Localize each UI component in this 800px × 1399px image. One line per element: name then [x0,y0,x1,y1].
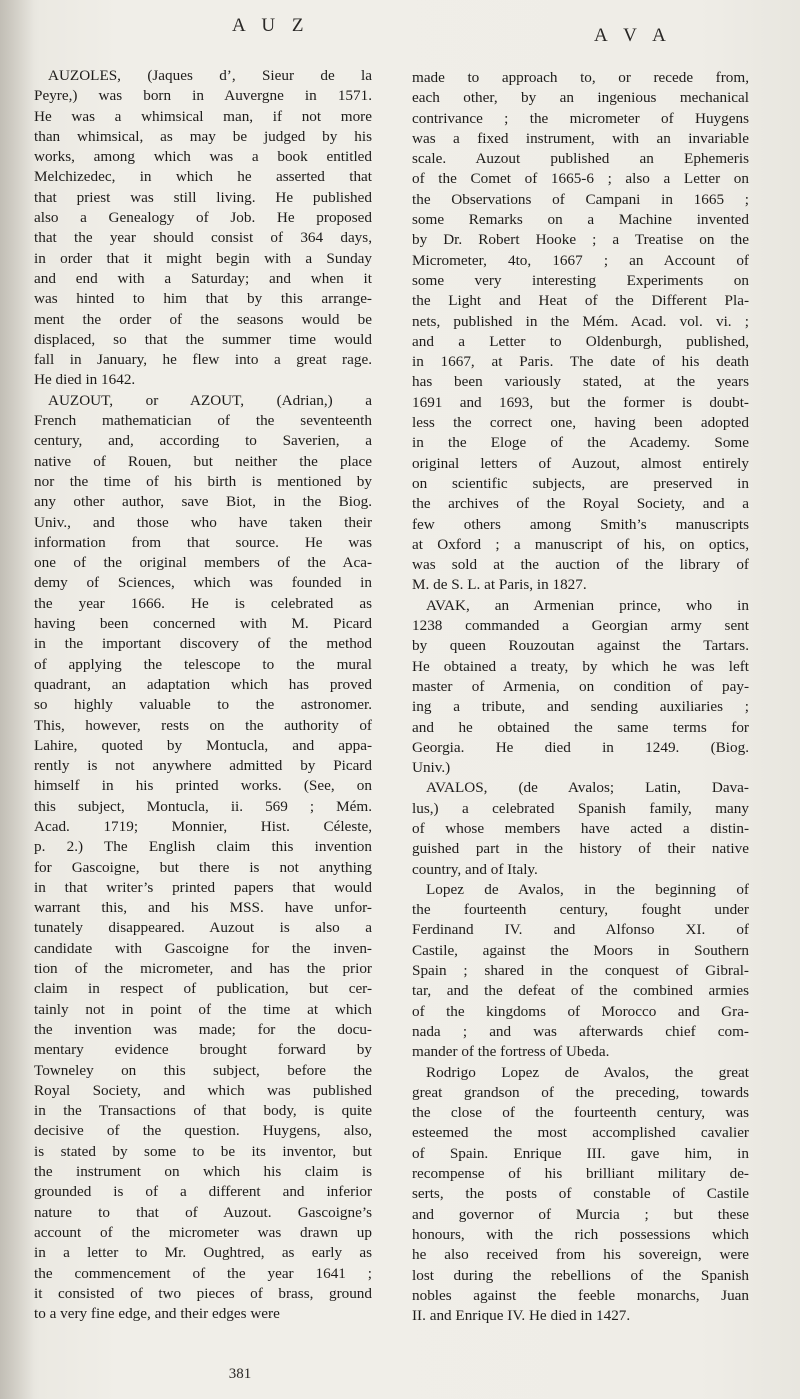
text-line: was sold at the auction of the library of [412,556,749,574]
text-line: Peyre,) was born in Auvergne in 1571. [34,87,372,105]
text-line: tion of the micrometer, and has the prior [34,960,372,978]
text-line: it consisted of two pieces of brass, ground [34,1284,372,1302]
text-line: information from that source. He was [34,533,372,551]
text-line: nature to that of Auzout. Gascoigne’s [34,1203,372,1221]
text-line: works, among which was a book entitled [34,148,372,166]
text-line: AUZOLES, (Jaques d’, Sieur de la [48,67,372,84]
text-line: warrant this, and his MSS. have unfor- [34,899,372,917]
text-line: himself in his printed works. (See, on [34,777,372,795]
text-line: displaced, so that the summer time would [34,330,372,348]
text-line: AUZOUT, or AZOUT, (Adrian,) a [48,391,372,409]
text-line: ing a tribute, and sending auxiliaries ; [412,698,749,716]
text-line: contrivance ; the micrometer of Huygens [412,109,749,127]
text-line: nor the time of his birth is mentioned by [34,472,372,490]
text-line: and he obtained the same terms for [412,718,749,736]
page-number: 381 [228,1366,252,1382]
text-line: II. and Enrique IV. He died in 1427. [412,1307,631,1325]
text-line: Spain ; shared in the conquest of Gibral- [412,962,749,980]
text-line: some very interesting Experiments on [412,271,749,289]
text-line: M. de S. L. at Paris, in 1827. [412,576,587,594]
text-line: in the Transactions of that body, is quite [34,1102,372,1120]
text-line: of the Comet of 1665-6 ; also a Letter on [412,170,749,188]
text-line: this subject, Montucla, ii. 569 ; Mém. [34,797,372,815]
text-line: in order that it might begin with a Sunday [34,249,372,267]
text-line: great grandson of the preceding, towards [412,1083,749,1101]
text-line: AVALOS, (de Avalos; Latin, Dava- [426,779,749,797]
text-line: 1691 and 1693, but the former is doubt- [412,393,749,411]
text-line: ment the order of the seasons would be [34,310,372,328]
text-line: French mathematician of the seventeenth [34,412,372,430]
text-line: Univ.) [412,759,451,777]
text-line: He obtained a treaty, by which he was left [412,657,749,675]
text-line: than whimsical, as may be judged by his [34,127,372,145]
text-line: the year 1666. He is celebrated as [34,594,372,612]
text-line: esteemed the most accomplished cavalier [412,1124,749,1142]
text-line: quadrant, an adaptation which has proved [34,675,372,693]
text-line: Georgia. He died in 1249. (Biog. [412,738,749,756]
text-line: country, and of Italy. [412,860,538,878]
text-line: master of Armenia, on condition of pay- [412,677,749,695]
text-line: the commencement of the year 1641 ; [34,1264,372,1282]
text-line: decisive of the question. Huygens, also, [34,1122,372,1140]
text-line: one of the original members of the Aca- [34,554,372,572]
text-line: lus,) a celebrated Spanish family, many [412,799,749,817]
text-line: the close of the fourteenth century, was [412,1104,749,1122]
text-line: tar, and the defeat of the combined armies [412,982,749,1000]
text-line: Lahire, quoted by Montucla, and appa- [34,736,372,754]
running-head-left: A U Z [232,15,310,36]
text-line: Acad. 1719; Monnier, Hist. Céleste, [34,817,372,835]
text-line: p. 2.) The English claim this invention [34,838,372,856]
text-line: of whose members have acted a distin- [412,819,749,837]
text-line: is stated by some to be its inventor, but [34,1142,372,1160]
left-column [34,66,372,1324]
text-line: made to approach to, or recede from, [412,69,749,86]
running-head-right: A V A [594,25,672,46]
text-line: has been variously stated, at the years [412,373,749,391]
text-line: Rodrigo Lopez de Avalos, the great [426,1063,749,1081]
text-line: Ferdinand IV. and Alfonso XI. of [412,921,749,939]
text-line: he also received from his sovereign, were [412,1246,749,1264]
text-line: He died in 1642. [34,371,136,389]
text-line: demy of Sciences, which was founded in [34,574,372,592]
text-line: Melchizedec, in which he asserted that [34,168,372,186]
text-line: the invention was made; for the docu- [34,1020,372,1038]
text-line: native of Rouen, but neither the place [34,452,372,470]
text-line: mentary evidence brought forward by [34,1041,372,1059]
text-line: He was a whimsical man, if not more [34,107,372,125]
text-line: account of the micrometer was drawn up [34,1223,372,1241]
text-line: in that writer’s printed papers that would [34,878,372,896]
text-line: rently is not anywhere admitted by Picard [34,757,372,775]
text-line: Univ., and those who have taken their [34,513,372,531]
text-line: Lopez de Avalos, in the beginning of [426,880,749,898]
text-line: serts, the posts of constable of Castile [412,1185,749,1203]
text-line: century, and, according to Saverien, a [34,432,372,450]
text-line: that priest was still living. He published [34,188,372,206]
text-line: nets, published in the Mém. Acad. vol. vi. ; [412,312,749,330]
text-line: less the correct one, having been adopted [412,414,749,432]
text-line: to a very fine edge, and their edges were [34,1305,280,1323]
text-line: having been concerned with M. Picard [34,615,372,633]
text-line: Towneley on this subject, before the [34,1061,372,1079]
text-line: of applying the telescope to the mural [34,655,372,673]
text-line: and end with a Saturday; and when it [34,269,372,287]
text-line: the fourteenth century, fought under [412,901,749,919]
text-line: so highly valuable to the astronomer. [34,696,372,714]
text-line: the Observations of Campani in 1665 ; [412,190,749,208]
text-line: candidate with Gascoigne for the inven- [34,939,372,957]
text-line: any other author, save Biot, in the Biog. [34,493,372,511]
text-line: in the important discovery of the method [34,635,372,653]
text-line: Micrometer, 4to, 1667 ; an Account of [412,251,749,269]
right-column [412,68,749,1326]
text-line: grounded is of a different and inferior [34,1183,372,1201]
text-line: lost during the rebellions of the Spanish [412,1266,749,1284]
text-line: each other, by an ingenious mechanical [412,89,749,107]
text-line: scale. Auzout published an Ephemeris [412,150,749,168]
text-line: by queen Rouzoutan against the Tartars. [412,637,749,655]
text-line: on scientific subjects, are preserved in [412,474,749,492]
text-line: fall in January, he flew into a great rage. [34,351,372,369]
text-line: nada ; and was afterwards chief com- [412,1022,749,1040]
text-line: in 1667, at Paris. The date of his death [412,353,749,371]
text-line: original letters of Auzout, almost entirely [412,454,749,472]
text-line: nobles against the feeble monarchs, Juan [412,1286,749,1304]
text-line: in the Eloge of the Academy. Some [412,434,749,452]
text-line: was a fixed instrument, with an invariable [412,129,749,147]
text-line: and a Letter to Oldenburgh, published, [412,332,749,350]
spine-shadow [0,0,34,1399]
text-line: guished part in the history of their native [412,840,749,858]
text-line: the archives of the Royal Society, and a [412,495,749,513]
text-line: recompense of his brilliant military de- [412,1165,749,1183]
text-line: the instrument on which his claim is [34,1163,372,1181]
text-line: mander of the fortress of Ubeda. [412,1043,610,1061]
text-line: at Oxford ; a manuscript of his, on optics, [412,535,749,553]
text-line: by Dr. Robert Hooke ; a Treatise on the [412,231,749,249]
text-line: AVAK, an Armenian prince, who in [426,596,749,614]
text-line: that the year should consist of 364 days, [34,229,372,247]
text-line: and governor of Murcia ; but these [412,1205,749,1223]
text-line: claim in respect of publication, but cer- [34,980,372,998]
text-line: in a letter to Mr. Oughtred, as early as [34,1244,372,1262]
text-line: of the kingdoms of Morocco and Gra- [412,1002,749,1020]
text-line: the Light and Heat of the Different Pla- [412,292,749,310]
text-line: for Gascoigne, but there is not anything [34,858,372,876]
text-line: 1238 commanded a Georgian army sent [412,617,749,635]
text-line: of Spain. Enrique III. gave him, in [412,1144,749,1162]
text-line: tainly not in point of the time at which [34,1000,372,1018]
text-line: was hinted to him that by this arrange- [34,290,372,308]
text-line: Royal Society, and which was published [34,1081,372,1099]
text-line: Castile, against the Moors in Southern [412,941,749,959]
text-line: honours, with the rich possessions which [412,1225,749,1243]
text-line: This, however, rests on the authority of [34,716,372,734]
text-line: tunately disappeared. Auzout is also a [34,919,372,937]
text-line: some Remarks on a Machine invented [412,211,749,229]
text-line: also a Genealogy of Job. He proposed [34,209,372,227]
text-line: few others among Smith’s manuscripts [412,515,749,533]
